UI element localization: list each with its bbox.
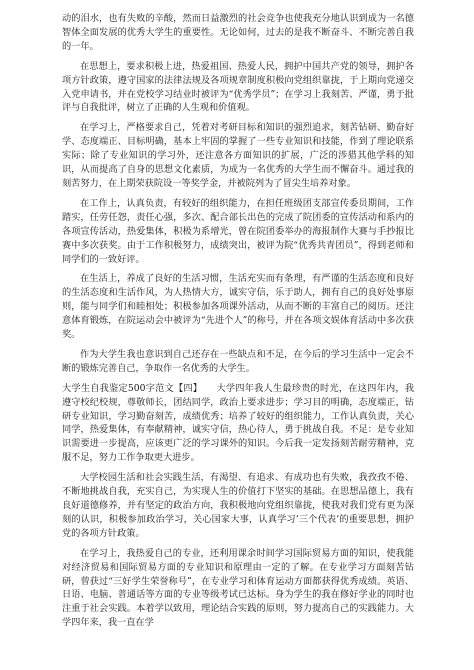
- document-body: [62, 12, 414, 636]
- paragraph: 在学习上，严格要求自己，凭着对考研目标和知识的强烈追求，刻苦钻研、勤奋好学、态度端正、目标明确，基本上牢固的掌握了一些专业知识和技能，作到了理论联系实际；除了专业知识的学习外，还注意各方面知识的扩展，广泛的涉猎其他学科的知识，从而提高了自身的思想文化素质，为成为一名优秀的大学生而不懈奋斗。通过我的刻苦努力，在上期荣获院设一等奖学金，并被院列为了冒尖生培养对象。: [62, 122, 414, 189]
- paragraph: 在学习上，我热爱自己的专业，还利用课余时间学习国际贸易方面的知识，使我能对经济贸易和国际贸易方面的专业知识和原理由一定的了解。在专业学习方面刻苦钻研，曾获过“三好学生荣誉称号”，在专业学习和体育运动方面都获得优秀成绩。英语、日语、电脑、普通话等方面的专业等级考试已达标。身为学生的我在修好学业的同时也注重于社会实践。本着学以致用，理论结合实践的原则，努力提高自己的实践能力。大学四年来，我一直在学: [62, 547, 414, 629]
- paragraph: 作为大学生我也意识到自己还存在一些缺点和不足，在今后的学习生活中一定会不断的锻炼完善自己，争取作一名优秀的大学生。: [62, 348, 414, 374]
- paragraph: 在思想上，要求积极上进，热爱祖国、热爱人民，拥护中国共产党的领导，拥护各项方针政策，遵守国家的法律法规及各项规章制度积极向党组织靠拢，于上期向党递交入党申请书，并在党校学习结业时被评为“优秀学员”；在学习上我刻苦、严谨，勇于批评与自我批评，树立了正确的人生观和价值观。: [62, 60, 414, 114]
- paragraph: 动的泪水，也有失败的辛酸，然而日益激烈的社会竞争也使我充分地认识到成为一名德智体全面发展的优秀大学生的重要性。无论如何，过去的是我不断奋斗、不断完善自我的一年。: [62, 13, 414, 52]
- heading-paragraph-text: 大学四年我人生最珍贵的时光，在这四年内，我遵守校纪校规，尊敬师长，团结同学，政治上要求进步；学习目的明确，态度端正，钻研专业知识，学习勤奋刻苦，成绩优秀；培养了较好的组织能力，工作认真负责，关心同学，热爱集体，有奉献精神，诚实守信，热心待人，勇于挑战自我。不足：是专业知识需要进一步提高，应该更广泛的学习课外的知识。今后我一定发扬刻苦耐劳精神，克服不足，努力工作争取更大进步。: [62, 382, 415, 464]
- section-heading-paragraph: [62, 382, 414, 465]
- section-heading: 大学生自我鉴定500字范文【四】: [62, 382, 198, 394]
- paragraph: 在工作上，认真负责，有较好的组织能力，在担任班级团支部宣传委员期间，工作踏实，任劳任怨，责任心强，多次、配合部长出色的完成了院团委的宣传活动和系内的各项宣传活动，热爱集体，积极为系增光，曾在院团委举办的海报制作大赛与手抄报比赛中多次获奖。由于工作积极努力，成绩突出，被评为院“优秀共青团员”，得到老师和同学们的一致好评。: [62, 197, 414, 265]
- paragraph: 大学校园生活和社会实践生活，有渴望、有追求、有成功也有失败，我孜孜不倦、不断地挑战自我，充实自己，为实现人生的价值打下坚实的基础。在思想品德上，我有良好道德修养，并有坚定的政治方向，我积极地向党组织靠拢，使我对我们党有更为深刻的认识，积极参加政治学习，关心国家大事，认真学习’三个代表’的重要思想，拥护党的各项方针政策。: [62, 472, 414, 539]
- paragraph: 在生活上，养成了良好的生活习惯，生活充实而有条理，有严谨的生活态度和良好的生活态度和生活作风，为人热情大方，诚实守信，乐于助人，拥有自己的良好处事原则，能与同学们和睦相处；积极参加各项课外活动，从而不断的丰富自己的阅历。还注意体育锻炼，在院运动会中被评为“先进个人”的称号，并在各项文娱体育活动中多次获奖。: [62, 273, 414, 341]
